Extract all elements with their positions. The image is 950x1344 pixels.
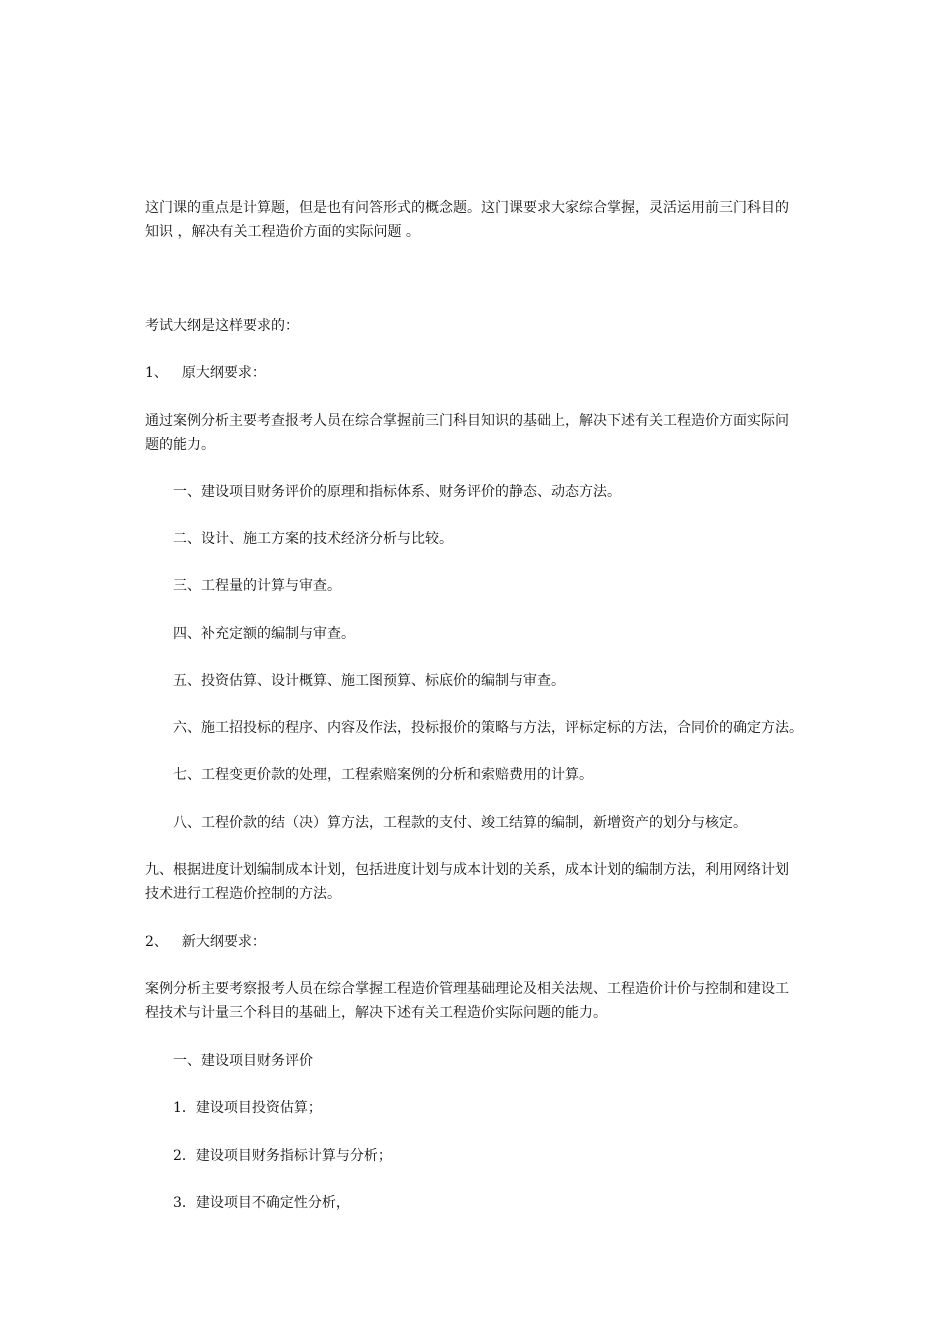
old-syllabus-item-9-line-1: 九、根据进度计划编制成本计划，包括进度计划与成本计划的关系，成本计划的编制方法，利用网络计划	[145, 862, 789, 878]
new-syllabus-title: 新大纲要求：	[181, 934, 266, 950]
new-syllabus-number: 2、	[145, 934, 168, 950]
old-syllabus-desc-line-2: 题的能力。	[145, 437, 215, 453]
intro-line-1: 这门课的重点是计算题，但是也有问答形式的概念题。这门课要求大家综合掌握，灵活运用前三门科目的	[145, 200, 789, 216]
old-syllabus-item-5: 五、投资估算、设计概算、施工图预算、标底价的编制与审查。	[173, 673, 565, 689]
old-syllabus-item-6: 六、施工招投标的程序、内容及作法，投标报价的策略与方法，评标定标的方法，合同价的确定方法。	[173, 720, 803, 736]
old-syllabus-item-1: 一、建设项目财务评价的原理和指标体系、财务评价的静态、动态方法。	[173, 484, 621, 500]
old-syllabus-item-2: 二、设计、施工方案的技术经济分析与比较。	[173, 531, 453, 547]
old-syllabus-title: 原大纲要求：	[181, 365, 266, 381]
new-syllabus-desc-line-1: 案例分析主要考察报考人员在综合掌握工程造价管理基础理论及相关法规、工程造价计价与控制和建设工	[145, 981, 789, 997]
old-syllabus-item-9-line-2: 技术进行工程造价控制的方法。	[145, 886, 341, 902]
old-syllabus-item-3: 三、工程量的计算与审查。	[173, 578, 341, 594]
new-syllabus-desc-line-2: 程技术与计量三个科目的基础上，解决下述有关工程造价实际问题的能力。	[145, 1005, 607, 1021]
old-syllabus-item-4: 四、补充定额的编制与审查。	[173, 626, 355, 642]
outline-heading: 考试大纲是这样要求的：	[145, 318, 299, 334]
new-syllabus-section-1-title: 一、建设项目财务评价	[173, 1053, 313, 1069]
new-syllabus-heading	[145, 930, 266, 954]
old-syllabus-heading	[145, 361, 266, 385]
new-syllabus-section-1-item-3: 3．建设项目不确定性分析，	[173, 1195, 350, 1211]
old-syllabus-item-7: 七、工程变更价款的处理，工程索赔案例的分析和索赔费用的计算。	[173, 767, 593, 783]
old-syllabus-item-8: 八、工程价款的结（决）算方法，工程款的支付、竣工结算的编制，新增资产的划分与核定。	[173, 815, 747, 831]
new-syllabus-section-1-item-1: 1．建设项目投资估算；	[173, 1100, 322, 1116]
old-syllabus-number: 1、	[145, 365, 168, 381]
new-syllabus-section-1-item-2: 2．建设项目财务指标计算与分析；	[173, 1148, 392, 1164]
old-syllabus-desc-line-1: 通过案例分析主要考查报考人员在综合掌握前三门科目知识的基础上，解决下述有关工程造价方面实际问	[145, 413, 789, 429]
intro-line-2: 知识 ，解决有关工程造价方面的实际问题 。	[145, 224, 420, 240]
